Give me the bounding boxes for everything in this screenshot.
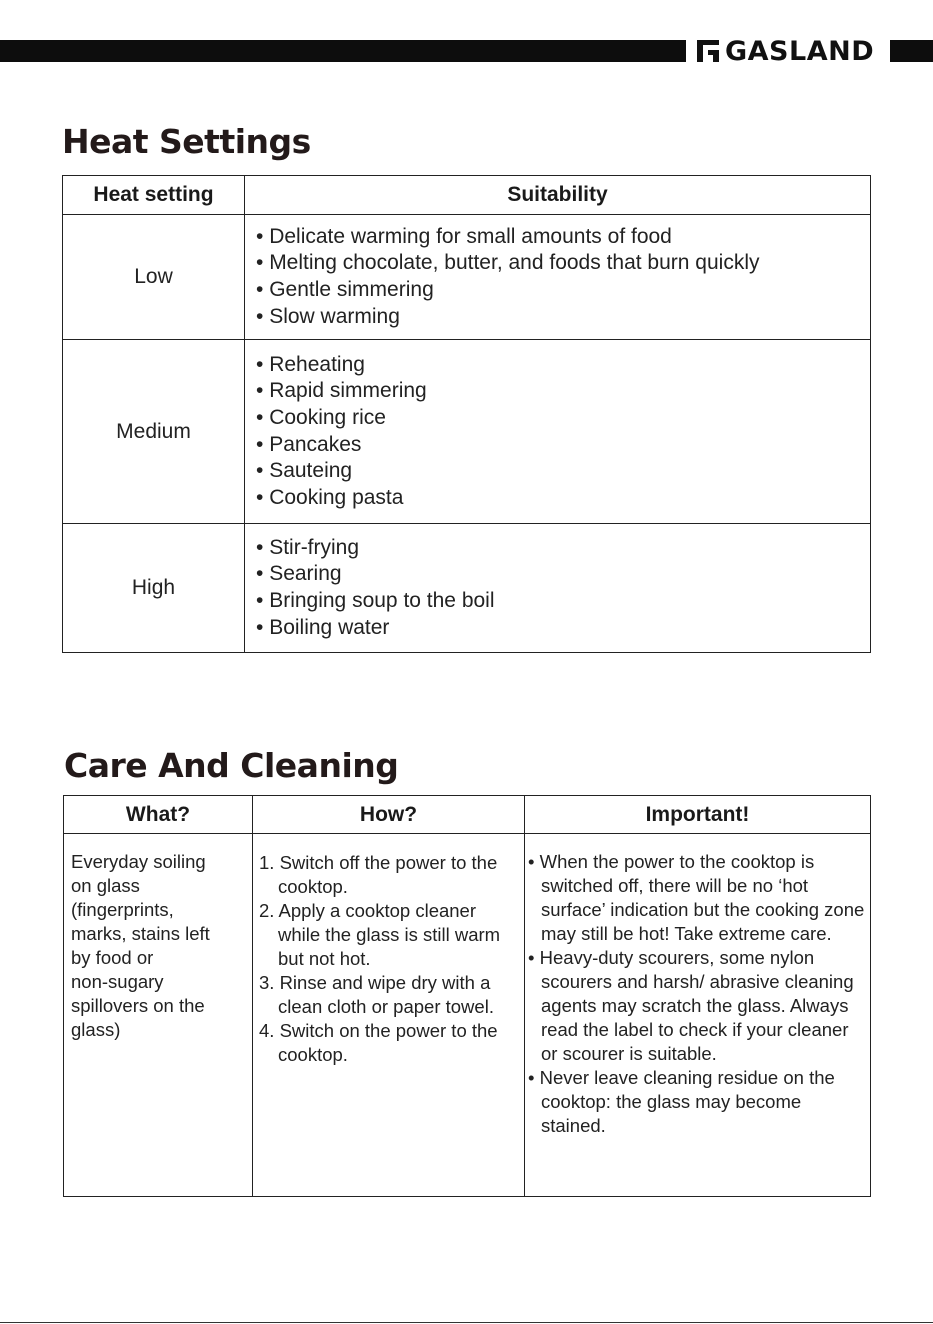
list-item: • Slow warming — [256, 304, 870, 331]
footer-rule — [0, 1322, 933, 1323]
heat-level-low: Low — [63, 215, 245, 340]
list-item: • Melting chocolate, butter, and foods that burn quickly — [256, 250, 870, 277]
list-item: 4. Switch on the power to the cooktop. — [259, 1020, 498, 1065]
brand-name: GASLAND — [725, 35, 875, 67]
table-row — [64, 834, 871, 1197]
list-item: • Rapid simmering — [256, 378, 870, 405]
heat-level-high: High — [63, 524, 245, 653]
table-row — [63, 215, 871, 340]
text-line: Everyday soiling — [71, 851, 206, 872]
table-row — [63, 524, 871, 653]
text-line: glass) — [71, 1019, 121, 1040]
text-line: non-sugary — [71, 971, 164, 992]
header-bar-end — [890, 40, 933, 62]
heat-settings-title: Heat Settings — [62, 122, 311, 161]
gasland-logo-icon — [697, 40, 719, 62]
list-item: 1. Switch off the power to the cooktop. — [259, 852, 498, 897]
list-item: 3. Rinse and wipe dry with a clean cloth or paper towel. — [259, 972, 494, 1017]
list-item: • Sauteing — [256, 458, 870, 485]
list-item: • Searing — [256, 561, 870, 588]
what-cell — [64, 834, 253, 1197]
text-line: (fingerprints, — [71, 899, 174, 920]
list-item: • Boiling water — [256, 615, 870, 642]
list-item: • Gentle simmering — [256, 277, 870, 304]
list-item: • Stir-frying — [256, 535, 870, 562]
list-item: • Never leave cleaning residue on the cooktop: the glass may become stained. — [528, 1066, 866, 1138]
how-cell — [253, 834, 525, 1197]
suitability-cell — [245, 215, 871, 340]
text-line: by food or — [71, 947, 154, 968]
list-item: • Cooking pasta — [256, 485, 870, 512]
column-header-important: Important! — [525, 796, 871, 834]
list-item: • Delicate warming for small amounts of food — [256, 224, 870, 251]
care-cleaning-table — [63, 795, 871, 1197]
column-header-heat-setting: Heat setting — [63, 176, 245, 215]
care-cleaning-title: Care And Cleaning — [64, 746, 399, 785]
suitability-list — [245, 224, 870, 330]
list-item: • Reheating — [256, 352, 870, 379]
list-item: 2. Apply a cooktop cleaner while the glass is still warm but not hot. — [259, 900, 501, 969]
list-item: • Pancakes — [256, 432, 870, 459]
list-item: • Bringing soup to the boil — [256, 588, 870, 615]
heat-settings-table — [62, 175, 871, 653]
text-line: marks, stains left — [71, 923, 210, 944]
how-steps-list — [253, 834, 524, 1067]
text-line: on glass — [71, 875, 140, 896]
heat-level-medium: Medium — [63, 340, 245, 524]
what-description — [64, 834, 252, 1042]
important-notes-list — [525, 834, 870, 1138]
column-header-what: What? — [64, 796, 253, 834]
suitability-cell — [245, 340, 871, 524]
list-item: • Cooking rice — [256, 405, 870, 432]
table-row — [63, 340, 871, 524]
table-header-row — [63, 176, 871, 215]
suitability-list — [245, 535, 870, 641]
important-cell — [525, 834, 871, 1197]
list-item: • Heavy-duty scourers, some nylon scourers and harsh/ abrasive cleaning agents may scratch the glass. Always read the label to check if your cleaner or scourer is suitable. — [528, 946, 866, 1066]
column-header-suitability: Suitability — [245, 176, 871, 215]
suitability-list — [245, 352, 870, 512]
table-header-row — [64, 796, 871, 834]
text-line: spillovers on the — [71, 995, 205, 1016]
header-bar — [0, 40, 686, 62]
brand-logo — [697, 36, 874, 66]
column-header-how: How? — [253, 796, 525, 834]
suitability-cell — [245, 524, 871, 653]
list-item: • When the power to the cooktop is switched off, there will be no ‘hot surface’ indication but the cooking zone may still be hot! Take extreme care. — [528, 850, 866, 946]
